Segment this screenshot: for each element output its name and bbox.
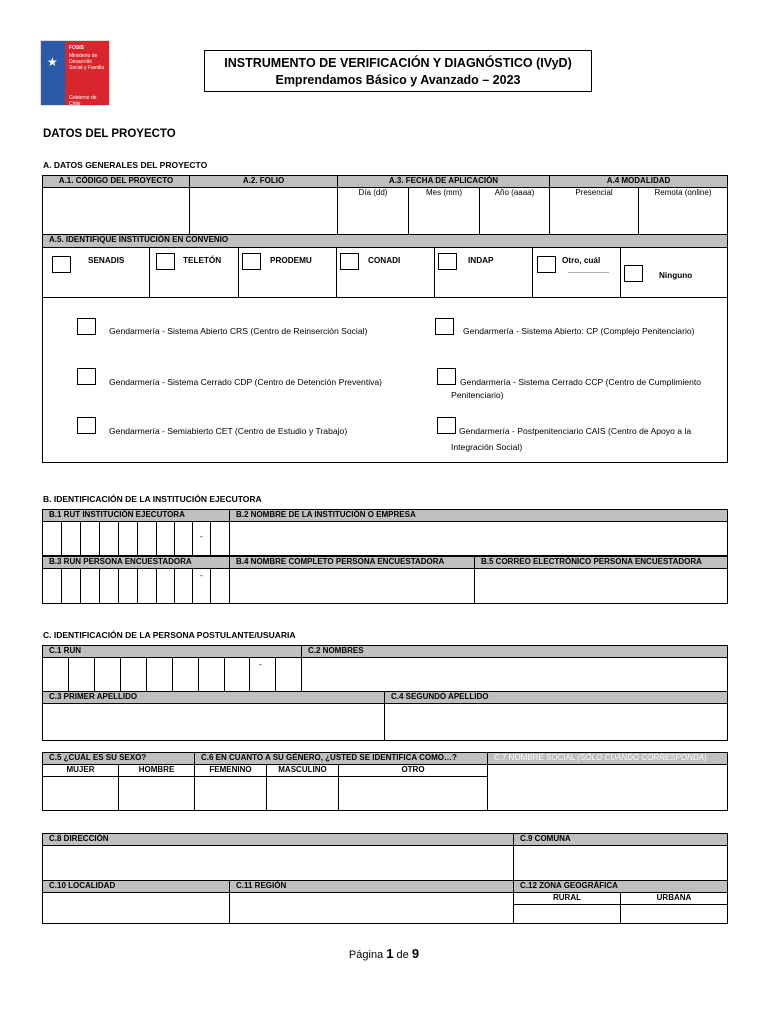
a3-header: A.3. FECHA DE APLICACIÓN <box>337 175 550 188</box>
mujer-header: MUJER <box>42 764 119 777</box>
otro-genero-option[interactable] <box>338 776 488 811</box>
senadis-checkbox[interactable] <box>52 256 71 273</box>
rural-header: RURAL <box>513 892 621 905</box>
c2-header: C.2 NOMBRES <box>301 645 728 658</box>
title-line2: Emprendamos Básico y Avanzado – 2023 <box>275 73 521 87</box>
gendarmeria-cp-label: Gendarmería - Sistema Abierto: CP (Complejo Penitenciario) <box>463 326 695 336</box>
conadi-checkbox[interactable] <box>340 253 359 270</box>
b4-input[interactable] <box>229 568 475 604</box>
b5-input[interactable] <box>474 568 728 604</box>
femenino-header: FEMENINO <box>194 764 267 777</box>
gendarmeria-ccp-label2: Penitenciario) <box>451 390 504 400</box>
rural-option[interactable] <box>513 904 621 924</box>
a2-input[interactable] <box>189 187 338 235</box>
year-label: Año (aaaa) <box>494 188 535 197</box>
gendarmeria-cet-label: Gendarmería - Semiabierto CET (Centro de Estudio y Trabajo) <box>109 426 348 436</box>
b2-input[interactable] <box>229 521 728 556</box>
logo-text: FOSIS <box>69 45 85 51</box>
section-b-title: B. IDENTIFICACIÓN DE LA INSTITUCIÓN EJECUTORA <box>43 494 262 504</box>
b1-header: B.1 RUT INSTITUCIÓN EJECUTORA <box>42 509 230 522</box>
gendarmeria-cdp-checkbox[interactable] <box>77 368 96 385</box>
conadi-label: CONADI <box>368 256 401 265</box>
prodemu-checkbox[interactable] <box>242 253 261 270</box>
ninguno-label: Ninguno <box>659 271 693 280</box>
c2-input[interactable] <box>301 657 728 692</box>
section-a-title: A. DATOS GENERALES DEL PROYECTO <box>43 160 208 170</box>
footer-page: 1 <box>386 946 394 961</box>
c1-dash: - <box>259 660 262 669</box>
c8-input[interactable] <box>42 845 514 881</box>
masculino-header: MASCULINO <box>266 764 339 777</box>
c5-header: C.5 ¿CUÁL ES SU SEXO? <box>42 752 195 765</box>
b4-header: B.4 NOMBRE COMPLETO PERSONA ENCUESTADORA <box>229 556 475 569</box>
gendarmeria-crs-label: Gendarmería - Sistema Abierto CRS (Centro de Reinserción Social) <box>109 326 368 336</box>
hombre-option[interactable] <box>118 776 195 811</box>
urbana-header: URBANA <box>620 892 728 905</box>
year-input[interactable] <box>479 187 550 235</box>
gendarmeria-cet-checkbox[interactable] <box>77 417 96 434</box>
c4-input[interactable] <box>384 703 728 741</box>
c11-input[interactable] <box>229 892 514 924</box>
c3-input[interactable] <box>42 703 385 741</box>
b3-input[interactable] <box>42 568 230 604</box>
prodemu-label: PRODEMU <box>270 256 312 265</box>
a4-header: A.4 MODALIDAD <box>549 175 728 188</box>
gendarmeria-crs-checkbox[interactable] <box>77 318 96 335</box>
c1-header: C.1 RUN <box>42 645 302 658</box>
fosis-logo <box>40 40 110 106</box>
page-heading: DATOS DEL PROYECTO <box>43 128 176 140</box>
otro-header: OTRO <box>338 764 488 777</box>
remota-label: Remota (online) <box>654 188 712 197</box>
otro-checkbox[interactable] <box>537 256 556 273</box>
run-dash: - <box>200 571 203 580</box>
c11-header: C.11 REGIÓN <box>229 880 514 893</box>
c6-header: C.6 EN CUANTO A SU GÉNERO, ¿USTED SE IDENTIFICA COMO…? <box>194 752 488 765</box>
a2-header: A.2. FOLIO <box>189 175 338 188</box>
a1-input[interactable] <box>42 187 190 235</box>
gendarmeria-ccp-label: Gendarmería - Sistema Cerrado CCP (Centro de Cumplimiento <box>460 377 702 387</box>
gendarmeria-cdp-label: Gendarmería - Sistema Cerrado CDP (Centro de Detención Preventiva) <box>109 377 383 387</box>
c7-note: (SÓLO CUANDO CORRESPONDA) <box>577 753 707 762</box>
month-input[interactable] <box>408 187 480 235</box>
c4-header: C.4 SEGUNDO APELLIDO <box>384 691 728 704</box>
rut-dash: - <box>200 532 203 541</box>
indap-checkbox[interactable] <box>438 253 457 270</box>
logo-ministry: Ministerio de Desarrollo Social y Familia <box>69 53 105 71</box>
star-icon: ★ <box>47 55 58 69</box>
senadis-label: SENADIS <box>88 256 125 265</box>
femenino-option[interactable] <box>194 776 267 811</box>
gendarmeria-cais-label2: Integración Social) <box>451 442 523 452</box>
title-line1: INSTRUMENTO DE VERIFICACIÓN Y DIAGNÓSTICO (IVyD) <box>224 56 572 70</box>
footer-total: 9 <box>411 946 420 961</box>
indap-label: INDAP <box>468 256 494 265</box>
remota-option[interactable] <box>638 187 728 235</box>
section-c-title: C. IDENTIFICACIÓN DE LA PERSONA POSTULANTE/USUARIA <box>43 630 296 640</box>
day-label: Día (dd) <box>358 188 388 197</box>
b1-input[interactable] <box>42 521 230 556</box>
day-input[interactable] <box>337 187 409 235</box>
mujer-option[interactable] <box>42 776 119 811</box>
teleton-checkbox[interactable] <box>156 253 175 270</box>
c8-header: C.8 DIRECCIÓN <box>42 833 514 846</box>
document-title <box>204 50 592 92</box>
gendarmeria-ccp-checkbox[interactable] <box>437 368 456 385</box>
month-label: Mes (mm) <box>426 188 462 197</box>
logo-gov: Gobierno de Chile <box>69 95 97 107</box>
masculino-option[interactable] <box>266 776 339 811</box>
b2-header: B.2 NOMBRE DE LA INSTITUCIÓN O EMPRESA <box>229 509 728 522</box>
page-footer <box>0 946 768 961</box>
a1-header: A.1. CÓDIGO DEL PROYECTO <box>42 175 190 188</box>
c12-header: C.12 ZONA GEOGRÁFICA <box>513 880 728 893</box>
footer-mid: de <box>393 949 412 961</box>
b5-header: B.5 CORREO ELECTRÓNICO PERSONA ENCUESTADORA <box>474 556 728 569</box>
teleton-label: TELETÓN <box>183 256 222 265</box>
gendarmeria-cp-checkbox[interactable] <box>435 318 454 335</box>
a5-header: A.5. IDENTIFIQUE INSTITUCIÓN EN CONVENIO <box>42 234 728 248</box>
b3-header: B.3 RUN PERSONA ENCUESTADORA <box>42 556 230 569</box>
c10-input[interactable] <box>42 892 230 924</box>
c7-input[interactable] <box>487 764 728 811</box>
presencial-label: Presencial <box>575 188 613 197</box>
c9-input[interactable] <box>513 845 728 881</box>
gendarmeria-cais-checkbox[interactable] <box>437 417 456 434</box>
hombre-header: HOMBRE <box>118 764 195 777</box>
c1-input[interactable] <box>42 657 302 692</box>
gendarmeria-cais-label: Gendarmería - Postpenitenciario CAIS (Centro de Apoyo a la <box>459 426 692 436</box>
otro-line[interactable]: _________ <box>568 265 609 274</box>
otro-label: Otro, cuál <box>562 256 601 265</box>
footer-prefix: Página <box>348 949 387 961</box>
c9-header: C.9 COMUNA <box>513 833 728 846</box>
c10-header: C.10 LOCALIDAD <box>42 880 230 893</box>
presencial-option[interactable] <box>549 187 639 235</box>
c3-header: C.3 PRIMER APELLIDO <box>42 691 385 704</box>
ninguno-checkbox[interactable] <box>624 265 643 282</box>
c7-label: C.7 NOMBRE SOCIAL <box>494 753 576 762</box>
urbana-option[interactable] <box>620 904 728 924</box>
